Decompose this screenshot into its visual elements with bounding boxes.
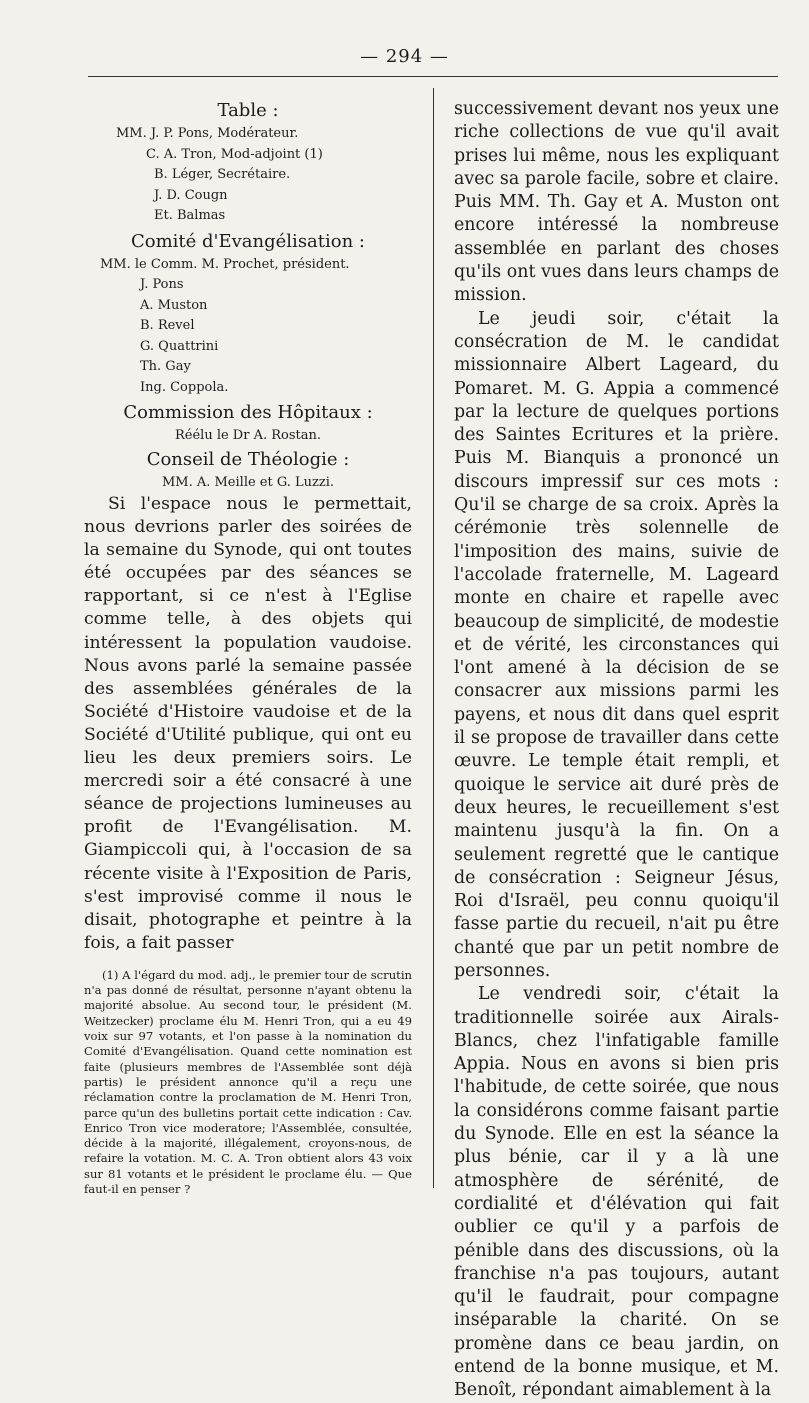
- table-list: [84, 124, 412, 227]
- left-column: [84, 98, 412, 1197]
- comite-entry: Ing. Coppola.: [140, 379, 229, 395]
- table-entry: B. Léger, Secrétaire.: [154, 167, 291, 182]
- hopitaux-title: Commission des Hôpitaux :: [123, 402, 373, 423]
- comite-entry: A. Muston: [140, 297, 208, 313]
- table-entry: C. A. Tron, Mod-adjoint (1): [146, 146, 323, 162]
- table-entry: MM. J. P. Pons, Modérateur.: [116, 126, 299, 141]
- hopitaux-entry: Réélu le Dr A. Rostan.: [174, 428, 321, 443]
- right-column: [454, 98, 779, 1403]
- theologie-title: Conseil de Théologie :: [146, 448, 350, 470]
- comite-entry: J. Pons: [140, 277, 184, 292]
- comite-entry: MM. le Comm. M. Prochet, président.: [100, 256, 350, 272]
- header-rule: [88, 76, 778, 77]
- airals-blancs-paragraph: Le vendredi soir, c'était la traditionnelle soirée aux Airals-Blancs, chez l'infatigable famille Appia. Nous en avons si bien pris l'habitude, de cette soirée, que nous la considérons comme faisant partie du Synode. Elle en est la séance la plus bénie, car il y a là une atmosphère de sérénité, de cordialité et d'élévation qui fait oublier ce qu'il y a parfois de pénible dans des discussions, où la franchise n'a pas toujours, autant qu'il le faudrait, pour compagne inséparable la charité. On se promène dans ce beau jardin, on entend de la bonne musique, et M. Benoît, répondant aimablement à la: [454, 984, 779, 1401]
- theologie-entry: MM. A. Meille et G. Luzzi.: [161, 474, 335, 490]
- comite-entry: G. Quattrini: [140, 338, 219, 354]
- soirees-paragraph: Si l'espace nous le permettait, nous devrions parler des soirées de la semaine du Synode, qui ont toutes été occupées par des séances se rapportant, si ce n'est à l'Eglise comme telle, à des objets qui intéressent la population vaudoise. Nous avons parlé la semaine passée des assemblées générales de la Société d'Histoire vaudoise et de la Société d'Utilité publique, qui ont eu lieu les deux premiers soirs. Le mercredi soir a été consacré à une séance de projections lumineuses au profit de l'Evangélisation. M. Giampiccoli qui, à l'occasion de sa récente visite à l'Exposition de Paris, s'est improvisé comme il nous le disait, photographe et peintre à la fois, a fait passer: [84, 494, 412, 953]
- column-divider: [433, 88, 434, 1188]
- comite-entry: Th. Gay: [140, 359, 191, 374]
- consecration-paragraph: Le jeudi soir, c'était la consécration de M. le candidat missionnaire Albert Lageard, du Pomaret. M. G. Appia a commencé par la lecture de quelques portions des Saintes Ecritures et la prière. Puis M. Bianquis a prononcé un discours impressif sur ces mots : Qu'il se charge de sa croix. Après la cérémonie très solennelle de l'imposition des mains, suivie de l'accolade fraternelle, M. Lageard monte en chaire et rapelle avec beaucoup de simplicité, de modestie et de vérité, les circonstances qui l'ont amené à la décision de se consacrer aux missions parmi les payens, et nous dit dans quel esprit il se propose de travailler dans cette œuvre. Le temple était rempli, et quoique le service ait duré près de deux heures, le recueillement s'est maintenu jusqu'à la fin. On a seulement regretté que le cantique de consécration : Seigneur Jésus, Roi d'Israël, peu connu quoiqu'il fasse partie du recueil, n'ait pu être chanté que par un petit nombre de personnes.: [454, 308, 779, 981]
- page-number: — 294 —: [360, 46, 449, 67]
- comite-title: Comité d'Evangélisation :: [130, 230, 365, 252]
- table-entry: Et. Balmas: [154, 208, 226, 223]
- projection-paragraph: successivement devant nos yeux une riche collections de vue qu'il avait prises lui même, nous les expliquant avec sa parole facile, sobre et claire. Puis MM. Th. Gay et A. Muston ont encore intéressé la nombreuse assemblée en parlant des choses qu'ils ont vues dans leurs champs de mission.: [454, 99, 779, 306]
- table-title: Table :: [217, 100, 279, 121]
- comite-entry: B. Revel: [140, 318, 195, 333]
- footnote: (1) A l'égard du mod. adj., le premier tour de scrutin n'a pas donné de résultat, personne n'ayant obtenu la majorité absolue. Au second tour, le président (M. Weitzecker) proclame élu M. Henri Tron, qui a eu 49 voix sur 97 votants, et l'on passe à la nomination du Comité d'Evangélisation. Quand cette nomination est faite (plusieurs membres de l'Assemblée sont déjà partis) le président annonce qu'il a reçu une réclamation contre la proclamation de M. Henri Tron, parce qu'un des bulletins portait cette indication : Cav. Enrico Tron vice moderatore; l'Assemblée, consultée, décide à la majorité, illégalement, croyons-nous, de refaire la votation. M. C. A. Tron obtient alors 43 voix sur 81 votants et le président le proclame élu. — Que faut-il en penser ?: [84, 967, 412, 1197]
- comite-list: [84, 255, 412, 399]
- table-entry: J. D. Cougn: [154, 187, 228, 203]
